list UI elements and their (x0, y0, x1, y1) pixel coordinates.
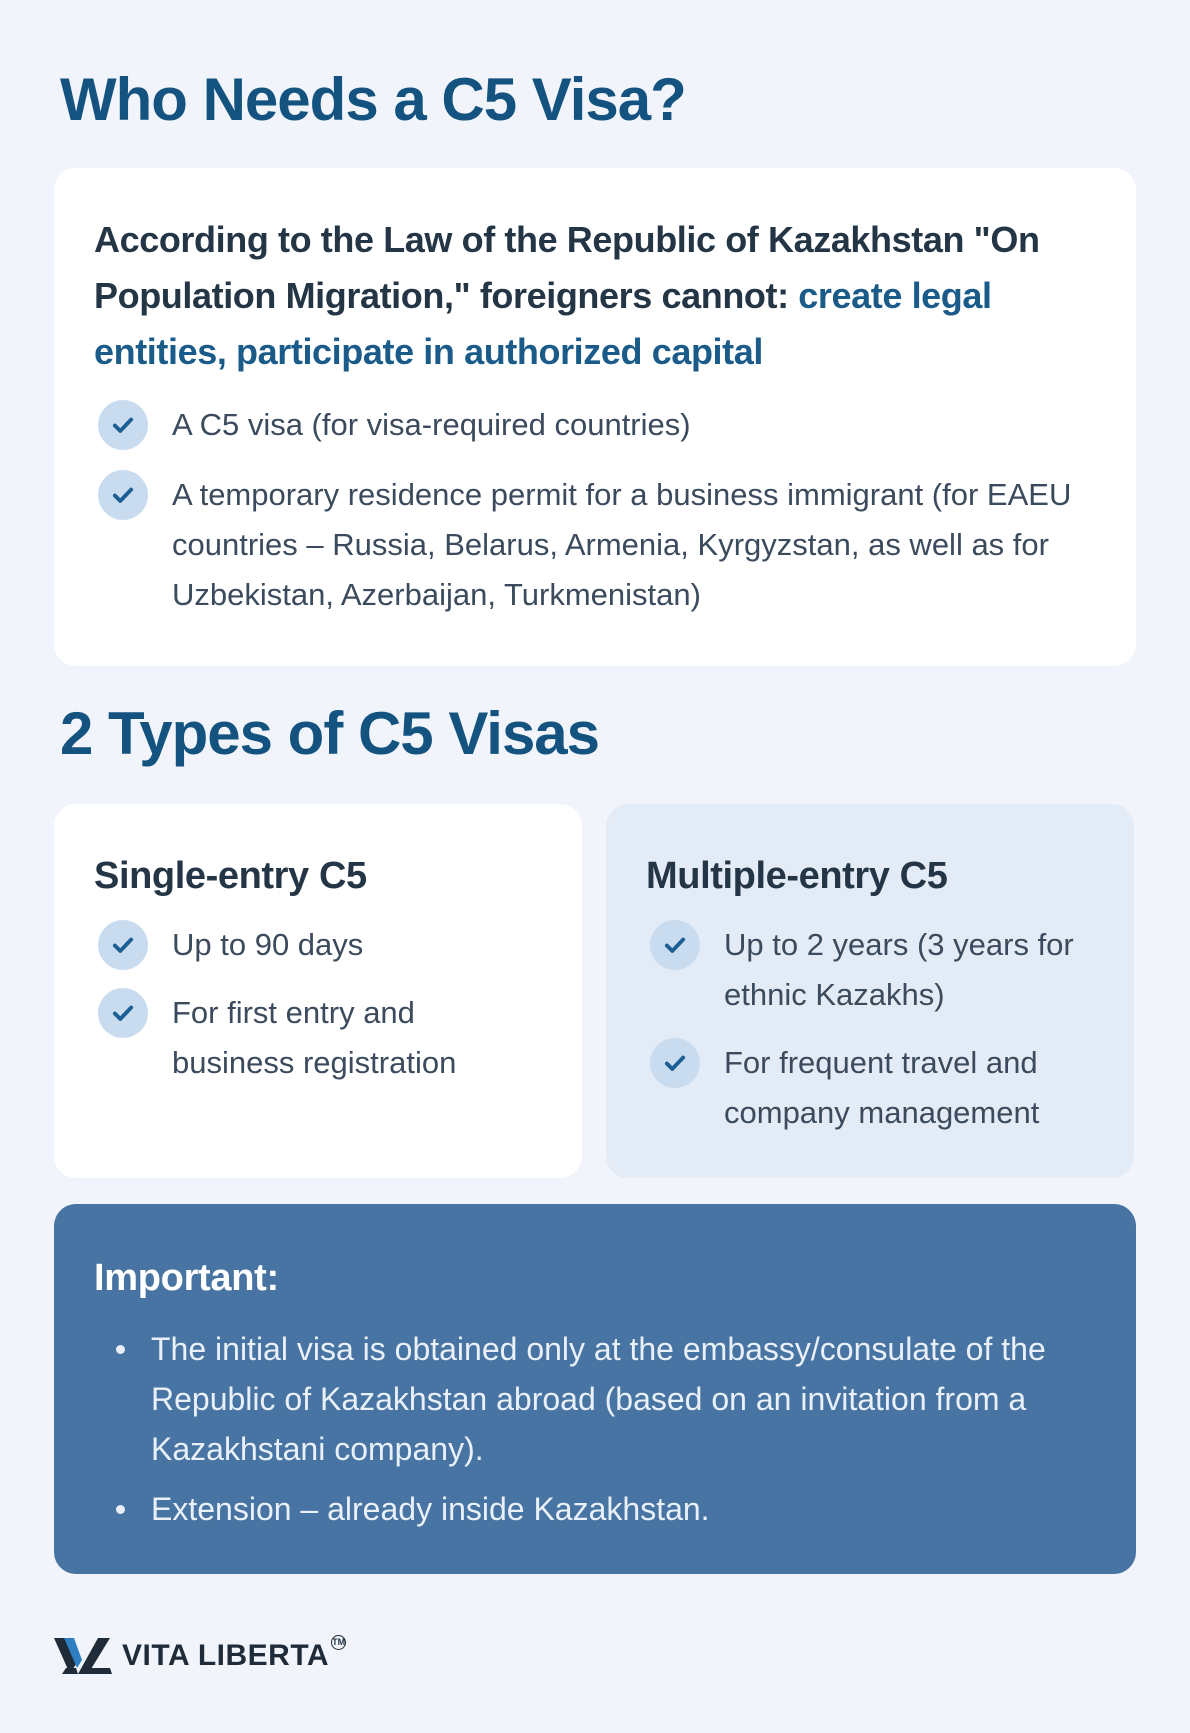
checkmark-icon (650, 1038, 700, 1088)
list-item-text: A C5 visa (for visa-required countries) (172, 407, 691, 442)
intro-highlight: create legal entities, participate in authorized capital (94, 275, 992, 372)
important-list (94, 1324, 1096, 1534)
intro-card (54, 168, 1136, 666)
brand-name: VITA LIBERTA (122, 1639, 330, 1672)
list-item (94, 920, 542, 970)
list-item-text: Extension – already inside Kazakhstan. (151, 1491, 710, 1527)
checkmark-icon (98, 470, 148, 520)
list-item-text: Up to 90 days (172, 927, 364, 962)
list-item (646, 920, 1094, 1020)
list-item (94, 988, 542, 1088)
checkmark-icon (650, 920, 700, 970)
intro-text (94, 212, 1096, 380)
requirements-list (94, 400, 1096, 620)
vita-liberta-logo-icon (54, 1634, 112, 1678)
checkmark-icon (98, 920, 148, 970)
list-item (94, 400, 1096, 450)
important-title: Important: (94, 1257, 279, 1299)
list-item (646, 1038, 1094, 1138)
bullet-icon (116, 1345, 125, 1354)
list-item-text: A temporary residence permit for a business immigrant (for EAEU countries – Russia, Belarus, Armenia, Kyrgyzstan, as well as for Uzbekistan, Azerbaijan, Turkmenistan) (172, 477, 1072, 612)
single-entry-list (94, 920, 542, 1088)
brand-logo (54, 1634, 346, 1678)
list-item-text: Up to 2 years (3 years for ethnic Kazakhs) (724, 927, 1074, 1012)
single-entry-card (54, 804, 582, 1178)
multiple-entry-list (646, 920, 1094, 1138)
list-item-text: For frequent travel and company management (724, 1045, 1040, 1130)
section-title-types: 2 Types of C5 Visas (60, 700, 600, 767)
checkmark-icon (98, 400, 148, 450)
trademark-icon: TM (331, 1635, 346, 1650)
list-item-text: The initial visa is obtained only at the embassy/consulate of the Republic of Kazakhstan abroad (based on an invitation from a Kazakhstani company). (151, 1331, 1046, 1467)
list-item-text: For first entry and business registration (172, 995, 457, 1080)
checkmark-icon (98, 988, 148, 1038)
list-item (94, 1484, 1096, 1534)
single-entry-title: Single-entry C5 (94, 855, 367, 897)
important-box (54, 1204, 1136, 1574)
list-item (94, 1324, 1096, 1474)
list-item (94, 470, 1096, 620)
multiple-entry-card (606, 804, 1134, 1178)
bullet-icon (116, 1505, 125, 1514)
multiple-entry-title: Multiple-entry C5 (646, 855, 948, 897)
intro-text-main: According to the Law of the Republic of Kazakhstan "On Population Migration," foreigners cannot: (94, 219, 1040, 316)
page-title: Who Needs a C5 Visa? (60, 66, 686, 133)
